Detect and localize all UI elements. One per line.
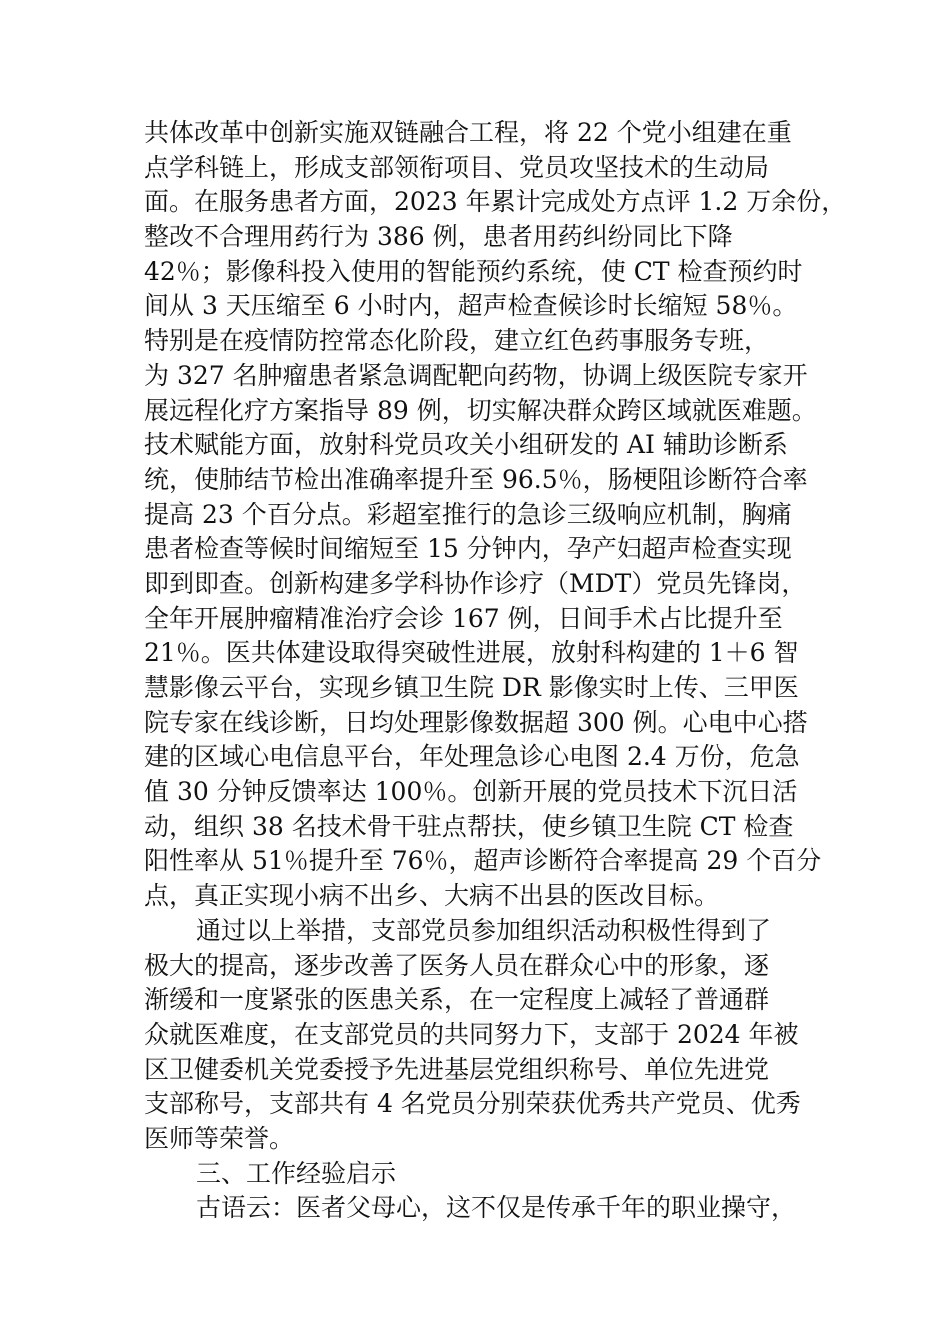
text-line: 渐缓和一度紧张的医患关系，在一定程度上减轻了普通群 (144, 985, 770, 1015)
text-line: 医师等荣誉。 (144, 1123, 295, 1153)
text-line: 点，真正实现小病不出乡、大病不出县的医改目标。 (144, 881, 720, 911)
text-line: 统，使肺结节检出准确率提升至 96.5％，肠梗阻诊断符合率 (144, 464, 808, 494)
text-line: 极大的提高，逐步改善了医务人员在群众心中的形象，逐 (144, 950, 770, 980)
text-line: 值 30 分钟反馈率达 100％。创新开展的党员技术下沉日活 (144, 777, 798, 807)
text-line: 众就医难度，在支部党员的共同努力下，支部于 2024 年被 (144, 1019, 799, 1049)
text-line: 即到即查。创新构建多学科协作诊疗（MDT）党员先锋岗， (144, 568, 807, 598)
text-line: 院专家在线诊断，日均处理影像数据超 300 例。心电中心搭 (144, 707, 808, 737)
paragraph-first-line: 三、工作经验启示 (196, 1158, 397, 1188)
text-line: 42％；影像科投入使用的智能预约系统，使 CT 检查预约时 (144, 256, 803, 286)
text-line: 21％。医共体建设取得突破性进展，放射科构建的 1＋6 智 (144, 638, 799, 668)
text-line: 面。在服务患者方面，2023 年累计完成处方点评 1.2 万余份， (144, 187, 847, 217)
text-line: 阳性率从 51％提升至 76％，超声诊断符合率提高 29 个百分 (144, 846, 822, 876)
text-line: 特别是在疫情防控常态化阶段，建立红色药事服务专班， (144, 326, 770, 356)
text-line: 提高 23 个百分点。彩超室推行的急诊三级响应机制，胸痛 (144, 499, 792, 529)
text-line: 患者检查等候时间缩短至 15 分钟内，孕产妇超声检查实现 (144, 534, 792, 564)
text-line: 区卫健委机关党委授予先进基层党组织称号、单位先进党 (144, 1054, 770, 1084)
text-line: 动，组织 38 名技术骨干驻点帮扶，使乡镇卫生院 CT 检查 (144, 811, 794, 841)
paragraph-first-line: 通过以上举措，支部党员参加组织活动积极性得到了 (196, 915, 772, 945)
text-line: 技术赋能方面，放射科党员攻关小组研发的 AI 辅助诊断系 (144, 430, 788, 460)
paragraph-first-line: 古语云：医者父母心，这不仅是传承千年的职业操守， (196, 1193, 797, 1223)
text-line: 建的区域心电信息平台，年处理急诊心电图 2.4 万份，危急 (144, 742, 800, 772)
text-line: 展远程化疗方案指导 89 例，切实解决群众跨区域就医难题。 (144, 395, 817, 425)
text-line: 为 327 名肿瘤患者紧急调配靶向药物，协调上级医院专家开 (144, 360, 808, 390)
text-line: 共体改革中创新实施双链融合工程，将 22 个党小组建在重 (144, 118, 792, 147)
text-line: 慧影像云平台，实现乡镇卫生院 DR 影像实时上传、三甲医 (144, 673, 799, 702)
text-line: 支部称号，支部共有 4 名党员分别荣获优秀共产党员、优秀 (144, 1089, 801, 1119)
text-line: 全年开展肿瘤精准治疗会诊 167 例，日间手术占比提升至 (144, 603, 783, 633)
text-line: 间从 3 天压缩至 6 小时内，超声检查候诊时长缩短 58％。 (144, 291, 798, 321)
text-line: 点学科链上，形成支部领衔项目、党员攻坚技术的生动局 (144, 152, 770, 182)
text-line: 整改不合理用药行为 386 例，患者用药纠纷同比下降 (144, 222, 733, 252)
body-text (144, 116, 847, 1226)
